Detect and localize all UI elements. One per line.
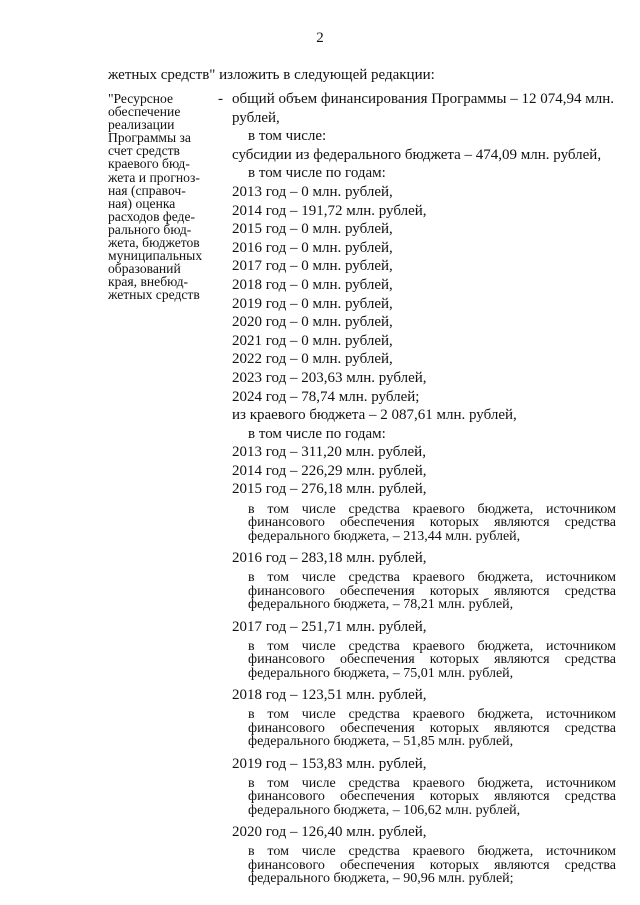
regional-year-2014: 2014 год – 226,29 млн. рублей, — [232, 462, 427, 479]
federal-year-2017: 2017 год – 0 млн. рублей, — [232, 258, 393, 275]
regional-year-2013: 2013 год – 311,20 млн. рублей, — [232, 444, 426, 461]
label-line: обеспечение — [108, 104, 181, 120]
including-label: в том числе: — [248, 128, 327, 145]
label-line: расходов феде- — [108, 208, 196, 224]
total-funding-unit: рублей, — [232, 109, 280, 126]
regional-note-2017: в том числе средства краевого бюджета, источником финансового обеспечения которых являются средства федерального бюджета, – 75,01 млн. рублей, — [248, 638, 616, 681]
federal-year-2015: 2015 год – 0 млн. рублей, — [232, 221, 393, 238]
regional-note-2020: в том числе средства краевого бюджета, источником финансового обеспечения которых являются средства федерального бюджета, – 90,96 млн. рублей; — [248, 844, 616, 887]
regional-year-2016: 2016 год – 283,18 млн. рублей, — [232, 549, 427, 566]
federal-subsidy: субсидии из федерального бюджета – 474,09 млн. рублей, — [232, 146, 602, 163]
label-line: рального бюд- — [108, 221, 192, 237]
federal-year-2023: 2023 год – 203,63 млн. рублей, — [232, 369, 427, 386]
regional-year-2017: 2017 год – 251,71 млн. рублей, — [232, 618, 427, 635]
funding-body — [232, 91, 616, 893]
regional-year-2020: 2020 год – 126,40 млн. рублей, — [232, 824, 427, 841]
total-funding-line: общий объем финансирования Программы – 12 074,94 млн. — [232, 91, 615, 107]
label-line: ная (справоч- — [108, 182, 186, 198]
label-line: жета, бюджетов — [108, 235, 200, 251]
regional-budget: из краевого бюджета – 2 087,61 млн. рублей, — [232, 407, 517, 424]
label-line: краевого бюд- — [108, 156, 190, 172]
federal-year-2019: 2019 год – 0 млн. рублей, — [232, 295, 393, 312]
label-line: жетных средств — [108, 287, 200, 303]
federal-year-2021: 2021 год – 0 млн. рублей, — [232, 332, 393, 349]
regional-by-years-label: в том числе по годам: — [248, 425, 386, 442]
regional-year-2015: 2015 год – 276,18 млн. рублей, — [232, 481, 427, 498]
intro-text: жетных средств" изложить в следующей редакции: — [108, 67, 435, 83]
label-line: образований — [108, 261, 181, 277]
label-line: жета и прогноз- — [108, 169, 200, 185]
federal-year-2020: 2020 год – 0 млн. рублей, — [232, 314, 393, 331]
regional-note-2018: в том числе средства краевого бюджета, источником финансового обеспечения которых являются средства федерального бюджета, – 51,85 млн. рублей, — [248, 707, 616, 750]
regional-note-2015: в том числе средства краевого бюджета, источником финансового обеспечения которых являются средства федерального бюджета, – 213,44 млн. рублей, — [248, 501, 616, 544]
label-line: счет средств — [108, 143, 180, 159]
regional-note-2016: в том числе средства краевого бюджета, источником финансового обеспечения которых являются средства федерального бюджета, – 78,21 млн. рублей, — [248, 570, 616, 613]
label-line: ная) оценка — [108, 195, 176, 211]
federal-year-2013: 2013 год – 0 млн. рублей, — [232, 183, 393, 200]
section-label — [108, 92, 220, 302]
federal-year-2018: 2018 год – 0 млн. рублей, — [232, 276, 393, 293]
regional-note-2019: в том числе средства краевого бюджета, источником финансового обеспечения которых являются средства федерального бюджета, – 106,62 млн. рублей, — [248, 775, 616, 818]
label-line: реализации — [108, 117, 175, 133]
page-number: 2 — [316, 30, 324, 46]
label-line: "Ресурсное — [108, 91, 174, 106]
federal-by-years-label: в том числе по годам: — [248, 165, 386, 182]
label-line: муниципальных — [108, 248, 203, 264]
federal-year-2014: 2014 год – 191,72 млн. рублей, — [232, 202, 427, 219]
label-line: Программы за — [108, 130, 191, 146]
regional-year-2019: 2019 год – 153,83 млн. рублей, — [232, 755, 427, 772]
federal-year-2016: 2016 год – 0 млн. рублей, — [232, 239, 393, 256]
federal-year-2024: 2024 год – 78,74 млн. рублей; — [232, 388, 420, 405]
regional-year-2018: 2018 год – 123,51 млн. рублей, — [232, 687, 427, 704]
list-dash: - — [218, 91, 223, 107]
label-line: края, внебюд- — [108, 274, 189, 290]
federal-year-2022: 2022 год – 0 млн. рублей, — [232, 351, 393, 368]
